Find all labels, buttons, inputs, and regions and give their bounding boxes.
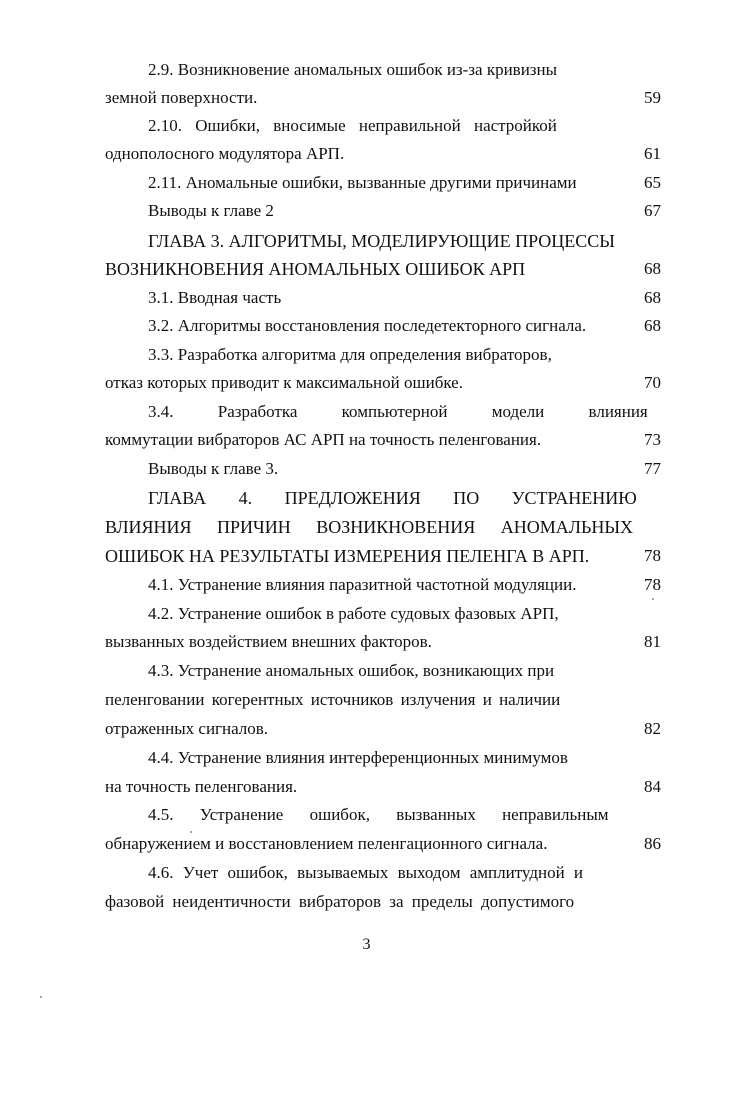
toc-entry	[0, 55, 733, 85]
toc-entry	[0, 714, 733, 744]
toc-entry	[0, 311, 733, 341]
toc-entry-text: вызванных воздействием внешних факторов.	[105, 632, 432, 651]
toc-entry	[0, 743, 733, 773]
toc-entry-page: 68	[644, 316, 661, 335]
toc-entry-text: 3.4. Разработка компьютерной модели влияния	[148, 402, 648, 421]
toc-entry-text: пеленговании когерентных источников излучения и наличии	[105, 690, 561, 709]
toc-entry-text: 2.9. Возникновение аномальных ошибок из-за кривизны	[148, 60, 558, 79]
toc-entry-text: 4.6. Учет ошибок, вызываемых выходом амплитудной и	[148, 863, 584, 882]
toc-chapter-heading	[0, 226, 733, 256]
toc-entry-text: фазовой неидентичности вибраторов за пределы допустимого	[105, 892, 575, 911]
toc-entry-text: отказ которых приводит к максимальной ошибке.	[105, 373, 463, 392]
toc-entry-text: 2.11. Аномальные ошибки, вызванные другими причинами	[148, 173, 577, 192]
toc-entry-text: отраженных сигналов.	[105, 719, 269, 738]
toc-chapter-heading	[0, 541, 733, 571]
toc-entry-text: обнаружением и восстановлением пеленгационного сигнала.	[105, 834, 548, 853]
toc-entry-text: Выводы к главе 2	[148, 201, 274, 220]
toc-entry-text: 3.2. Алгоритмы восстановления последетекторного сигнала.	[148, 316, 587, 335]
toc-entry	[0, 425, 733, 455]
toc-entry-text: 4.4. Устранение влияния интерференционных минимумов	[148, 748, 568, 767]
toc-entry-text: 3.3. Разработка алгоритма для определения вибраторов,	[148, 345, 552, 364]
toc-entry-page: 61	[644, 144, 661, 163]
toc-entry-page: 59	[644, 88, 661, 107]
toc-entry-text: 3.1. Вводная часть	[148, 288, 282, 307]
toc-entry	[0, 800, 733, 830]
toc-entry-text: Выводы к главе 3.	[148, 459, 279, 478]
toc-entry-page: 68	[644, 259, 661, 278]
toc-entry	[0, 656, 733, 686]
toc-entry	[0, 196, 733, 226]
toc-entry-text: ВОЗНИКНОВЕНИЯ АНОМАЛЬНЫХ ОШИБОК АРП	[105, 259, 526, 279]
toc-chapter-heading	[0, 254, 733, 284]
toc-entry-text: 4.5. Устранение ошибок, вызванных неправильным	[148, 805, 609, 824]
toc-entry-text: 2.10. Ошибки, вносимые неправильной настройкой	[148, 116, 557, 135]
toc-entry-page: 65	[644, 173, 661, 192]
toc-entry-page: 78	[644, 575, 661, 594]
toc-entry-text: 4.1. Устранение влияния паразитной частотной модуляции.	[148, 575, 577, 594]
toc-entry-text: ГЛАВА 3. АЛГОРИТМЫ, МОДЕЛИРУЮЩИЕ ПРОЦЕССЫ	[148, 231, 616, 251]
toc-entry	[0, 858, 733, 888]
toc-entry	[0, 627, 733, 657]
toc-entry	[0, 599, 733, 629]
toc-entry-page: 81	[644, 632, 661, 651]
toc-entry-text: земной поверхности.	[105, 88, 258, 107]
toc-entry-page: 67	[644, 201, 661, 220]
toc-entry-text: однополосного модулятора АРП.	[105, 144, 345, 163]
toc-entry-page: 77	[644, 459, 661, 478]
toc-entry-page: 78	[644, 546, 661, 565]
toc-entry-text: 4.3. Устранение аномальных ошибок, возникающих при	[148, 661, 555, 680]
toc-entry-page: 82	[644, 719, 661, 738]
toc-chapter-heading	[0, 483, 733, 513]
toc-entry	[0, 368, 733, 398]
toc-entry	[0, 454, 733, 484]
toc-entry	[0, 340, 733, 370]
page-number: 3	[362, 936, 371, 953]
toc-entry-page: 68	[644, 288, 661, 307]
toc-entry-text: коммутации вибраторов АС АРП на точность пеленгования.	[105, 430, 542, 449]
toc-entry-page: 73	[644, 430, 661, 449]
toc-entry-page: 84	[644, 777, 661, 796]
toc-entry	[0, 397, 733, 427]
toc-entry-text: 4.2. Устранение ошибок в работе судовых фазовых АРП,	[148, 604, 559, 623]
toc-chapter-heading	[0, 512, 733, 542]
toc-entry-text: ВЛИЯНИЯ ПРИЧИН ВОЗНИКНОВЕНИЯ АНОМАЛЬНЫХ	[105, 517, 634, 537]
toc-entry	[0, 829, 733, 859]
toc-entry-text: на точность пеленгования.	[105, 777, 298, 796]
toc-entry-page: 86	[644, 834, 661, 853]
toc-entry-page: 70	[644, 373, 661, 392]
toc-entry	[0, 168, 733, 198]
toc-entry	[0, 772, 733, 802]
toc-entry	[0, 685, 733, 715]
scan-speck	[652, 598, 654, 600]
scan-speck	[40, 996, 42, 998]
toc-entry-text: ГЛАВА 4. ПРЕДЛОЖЕНИЯ ПО УСТРАНЕНИЮ	[148, 488, 637, 508]
toc-entry	[0, 111, 733, 141]
scan-speck	[190, 831, 192, 833]
toc-entry	[0, 139, 733, 169]
toc-entry	[0, 570, 733, 600]
toc-entry	[0, 83, 733, 113]
toc-entry	[0, 283, 733, 313]
toc-entry	[0, 887, 733, 917]
toc-entry-text: ОШИБОК НА РЕЗУЛЬТАТЫ ИЗМЕРЕНИЯ ПЕЛЕНГА В АРП.	[105, 546, 590, 566]
